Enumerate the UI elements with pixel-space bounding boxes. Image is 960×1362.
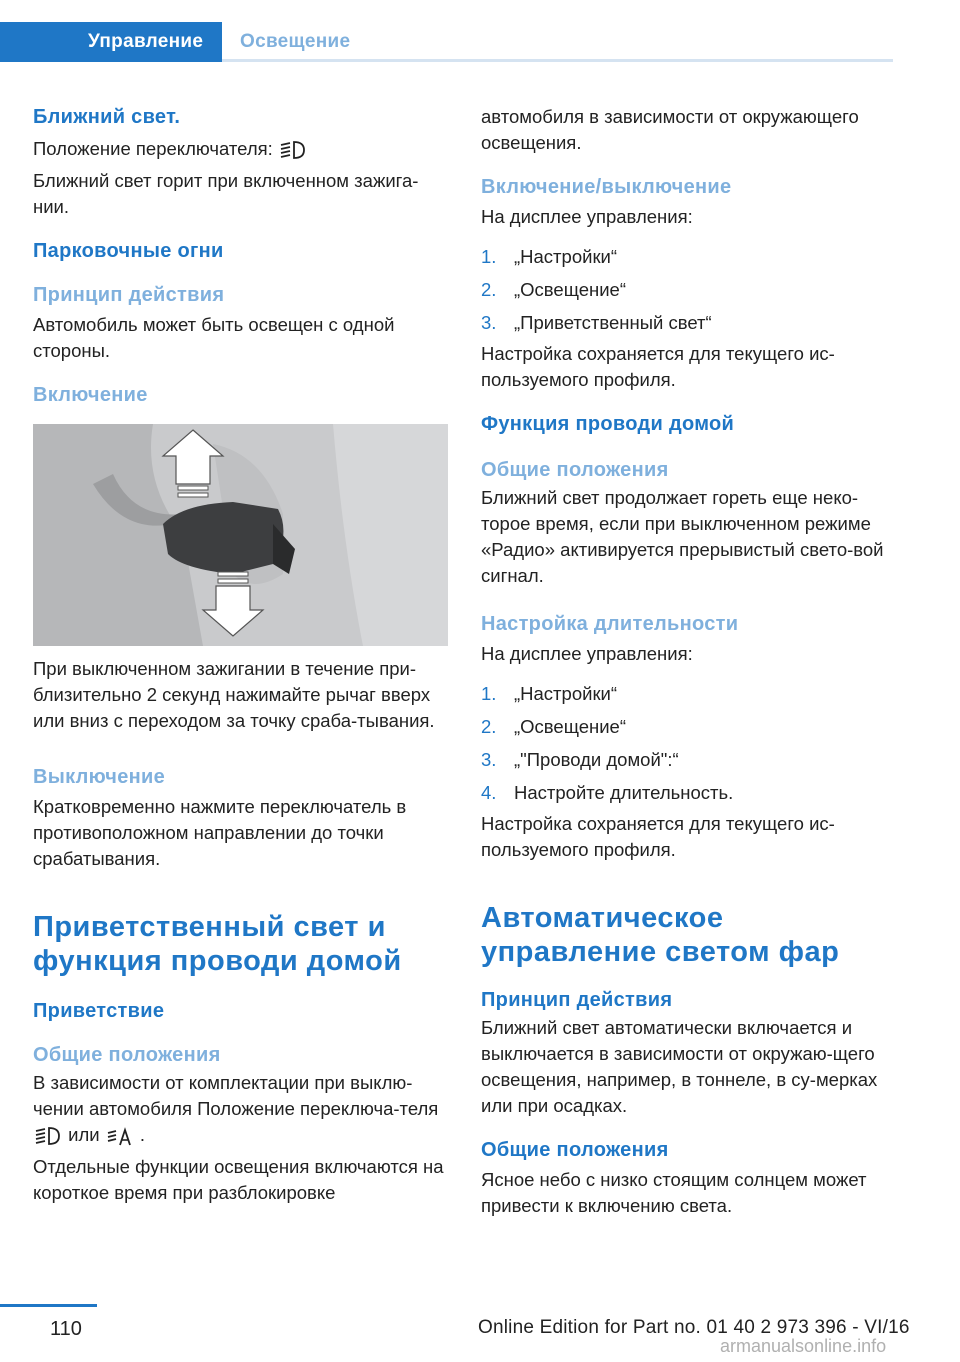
steps-list-2 xyxy=(481,681,896,806)
duration-heading: Настройка длительности xyxy=(481,613,739,635)
list-item xyxy=(481,681,896,707)
on-off-heading: Включение/выключение xyxy=(481,176,732,198)
auto-principle-heading: Принцип действия xyxy=(481,989,673,1011)
low-beam-icon xyxy=(33,1126,63,1146)
step-number: 2. xyxy=(481,716,497,737)
display-intro-2: На дисплее управления: xyxy=(481,643,693,664)
page-number: 110 xyxy=(50,1318,82,1340)
step-number: 1. xyxy=(481,683,497,704)
step-text: „Настройки“ xyxy=(514,683,618,704)
auto-principle-text: Ближний свет автоматически включается и выключается в зависимости от окружаю-щего освещения, например, в тоннеле, в су-мерках или при осадках. xyxy=(481,1017,878,1116)
greeting-heading: Приветствие xyxy=(33,1000,165,1022)
general-text-part-a: В зависимости от комплектации при выклю-чении автомобиля Положение переключа-теля xyxy=(33,1072,439,1119)
switch-off-text: Кратковременно нажмите переключатель в противоположном направлении до точки срабатывания. xyxy=(33,796,407,869)
step-text: „Освещение“ xyxy=(514,279,627,300)
left-column xyxy=(33,100,448,1206)
steps-list-1 xyxy=(481,244,896,336)
tab-lighting[interactable]: Освещение xyxy=(240,31,351,52)
parking-lights-heading: Парковочные огни xyxy=(33,240,224,262)
display-intro: На дисплее управления: xyxy=(481,206,693,227)
footer-divider xyxy=(0,1304,97,1307)
low-beam-icon xyxy=(278,140,308,160)
low-beam-heading: Ближний свет. xyxy=(33,106,181,128)
auto-general-text: Ясное небо с низко стоящим солнцем может привести к включению света. xyxy=(481,1169,867,1216)
general-text-end: . xyxy=(139,1124,146,1145)
principle-text: Автомобиль может быть освещен с одной стороны. xyxy=(33,314,395,361)
lever-illustration xyxy=(33,424,448,646)
list-item xyxy=(481,747,896,773)
step-number: 3. xyxy=(481,749,497,770)
saved-text: Настройка сохраняется для текущего ис-пользуемого профиля. xyxy=(481,343,835,390)
saved-text-2: Настройка сохраняется для текущего ис-пользуемого профиля. xyxy=(481,813,835,860)
edition-text: Online Edition for Part no. 01 40 2 973 396 - VI/16 xyxy=(478,1317,910,1338)
auto-headlight-heading: Автоматическое управление светом фар xyxy=(481,902,840,968)
list-item xyxy=(481,714,896,740)
auto-light-icon xyxy=(105,1126,135,1146)
list-item xyxy=(481,244,896,270)
step-text: „Приветственный свет“ xyxy=(514,312,712,333)
list-item xyxy=(481,310,896,336)
low-beam-description: Ближний свет горит при включенном зажига-нии. xyxy=(33,170,419,217)
switch-on-text: При выключенном зажигании в течение при-близительно 2 секунд нажимайте рычаг вверх или вниз с переходом за точку сраба-тывания. xyxy=(33,658,435,731)
general-text-b: Отдельные функции освещения включаются на короткое время при разблокировке xyxy=(33,1156,444,1203)
list-item xyxy=(481,277,896,303)
low-beam-position-text xyxy=(33,136,448,162)
list-item xyxy=(481,780,896,806)
continued-text: автомобиля в зависимости от окружающего освещения. xyxy=(481,106,859,153)
lever-illustration-drawing xyxy=(33,424,448,646)
general-text-or: или xyxy=(68,1124,100,1145)
right-column xyxy=(481,100,896,1219)
home-general-text: Ближний свет продолжает гореть еще неко-торое время, если при выключенном режиме «Радио» активируется прерывистый свето-вой сигнал. xyxy=(481,487,884,586)
welcome-light-heading: Приветственный свет и функция проводи домой xyxy=(33,911,402,977)
home-function-heading: Функция проводи домой xyxy=(481,413,735,435)
step-text: Настройте длительность. xyxy=(514,782,734,803)
step-text: „Настройки“ xyxy=(514,246,618,267)
low-beam-position-label: Положение переключателя: xyxy=(33,138,273,159)
step-number: 1. xyxy=(481,246,497,267)
switch-off-heading: Выключение xyxy=(33,766,166,788)
general-heading: Общие положения xyxy=(33,1044,221,1066)
general-text xyxy=(33,1070,448,1148)
page-header xyxy=(0,22,893,62)
step-text: „Освещение“ xyxy=(514,716,627,737)
step-number: 4. xyxy=(481,782,497,803)
watermark: armanualsonline.info xyxy=(720,1336,887,1356)
home-general-heading: Общие положения xyxy=(481,459,669,481)
step-number: 2. xyxy=(481,279,497,300)
step-number: 3. xyxy=(481,312,497,333)
step-text: „"Проводи домой":“ xyxy=(514,749,679,770)
principle-heading: Принцип действия xyxy=(33,284,225,306)
auto-general-heading: Общие положения xyxy=(481,1139,669,1161)
tab-control[interactable]: Управление xyxy=(0,22,222,62)
switch-on-heading: Включение xyxy=(33,384,148,406)
